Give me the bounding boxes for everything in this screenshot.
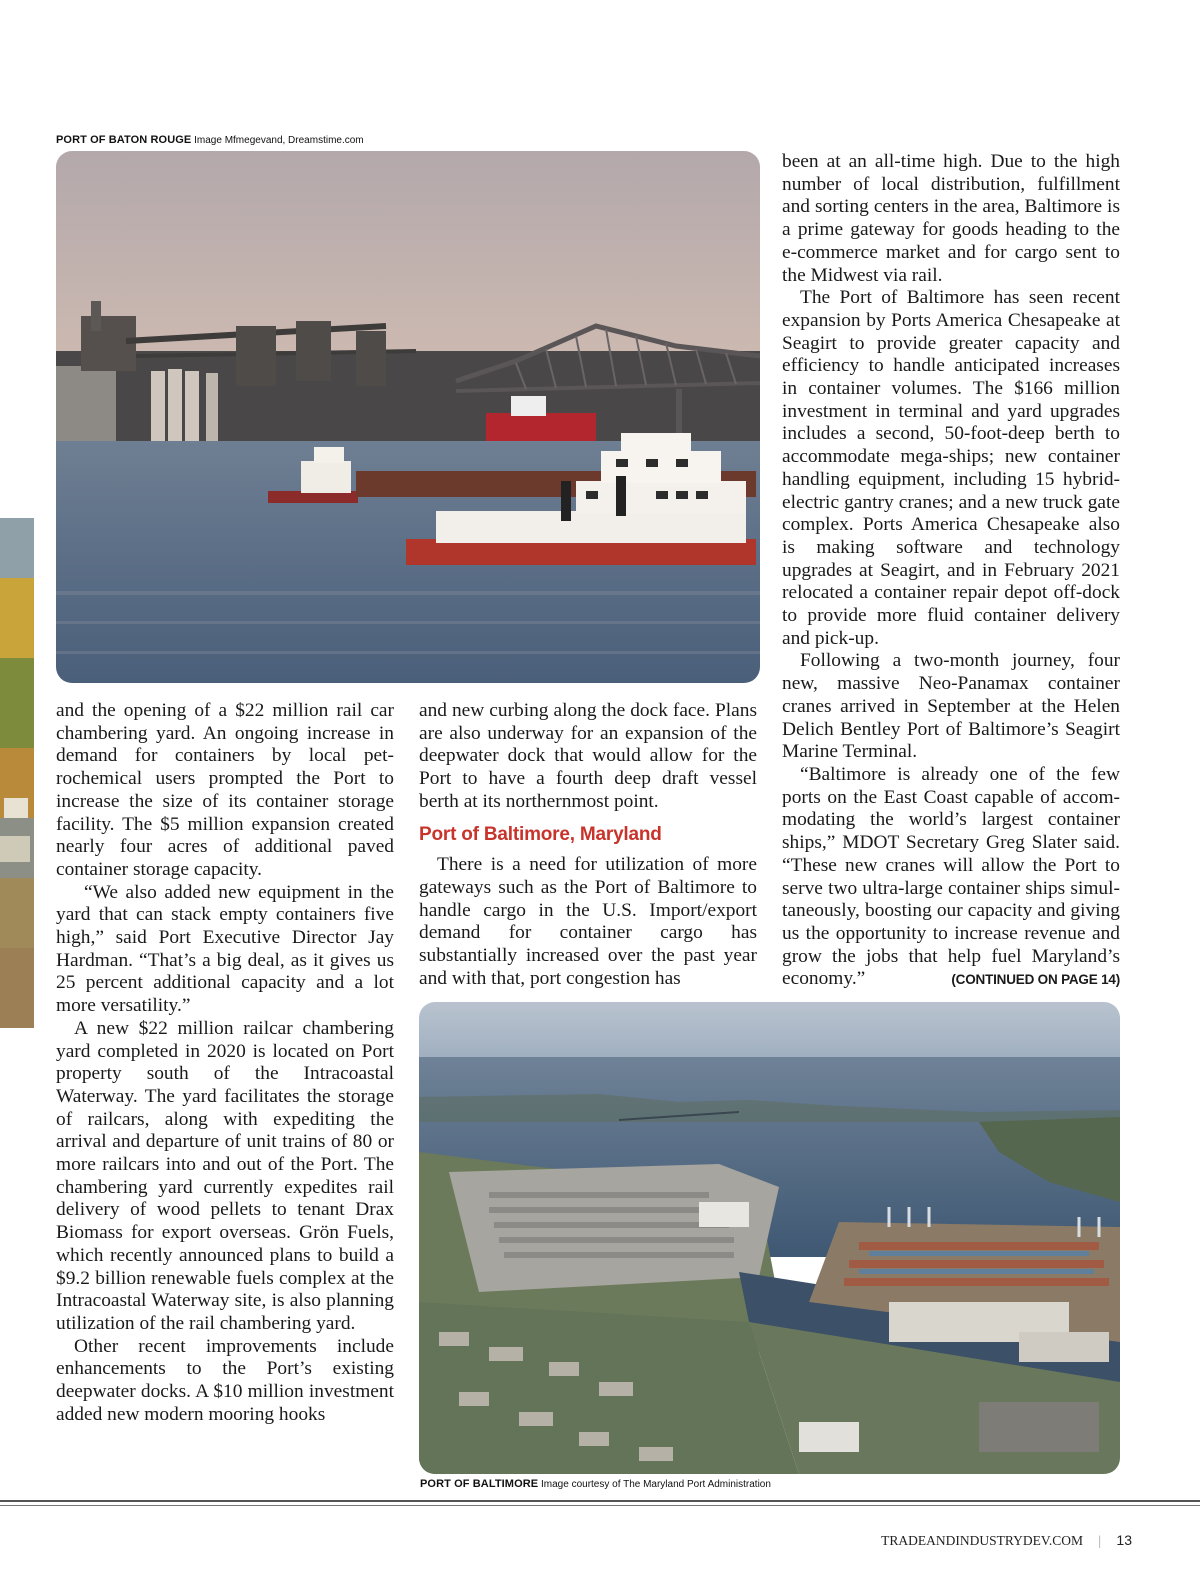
article-column-2	[419, 700, 757, 990]
top-caption-label: PORT OF BATON ROUGE	[56, 134, 192, 146]
col1-paragraph-1: and the opening of a $22 million rail car chambering yard. An ongoing increase in demand for containers by local petrochemical users prompted the Port to increase the size of its container storage facility. The $5 million expansion created nearly four acres of additional paved container storage capacity.	[56, 700, 394, 880]
continued-notice: (CONTINUED ON PAGE 14)	[951, 972, 1120, 988]
col3-paragraph-4-text: “Baltimore is already one of the few ports on the East Coast capable of accommodating the world’s largest container ships,” MDOT Secretary Greg Slater said. “These new cranes will allow the Port to serve two ultra-large container ships simultaneously, boosting our capacity and giving us the opportunity to increase revenue and grow the jobs that help fuel Maryland’s economy.”	[782, 763, 1120, 990]
baltimore-aerial-photo	[419, 1002, 1120, 1474]
col2-paragraph-2: There is a need for utilization of more gateways such as the Port of Baltimore to handle cargo in the U.S. Import/export demand for container cargo has substantially increased over the past year and with that, port congestion has	[419, 854, 757, 989]
col1-paragraph-2: “We also added new equipment in the yard that can stack empty containers five high,” said Port Executive Director Jay Hardman. “That’s a big deal, as it gives us 25 percent additional capacity and a lot more versatility.”	[56, 881, 394, 1017]
article-column-1	[56, 700, 394, 1427]
footer-site-link[interactable]: TRADEANDINDUSTRYDEV.COM	[881, 1533, 1083, 1548]
page-number: 13	[1116, 1532, 1132, 1548]
bottom-caption-label: PORT OF BALTIMORE	[420, 1478, 539, 1490]
adjacent-page-image-strip	[0, 518, 34, 1028]
col3-paragraph-2: The Port of Baltimore has seen recent expansion by Ports America Chesapeake at Seagirt to provide greater capacity and efficiency to handle anticipated increases in container volumes. The $166 million investment in terminal and yard upgrades includes a second, 50-foot-deep berth to accommodate mega-ships; new container handling equipment, including 15 hybrid-electric gantry cranes; and a new truck gate complex. Ports America Chesapeake also is making software and technology upgrades at Seagirt, and in February 2021 relocated a container repair depot off-dock to provide more fluid container delivery and pick-up.	[782, 287, 1120, 649]
footer-separator: |	[1098, 1533, 1102, 1548]
top-photo-caption	[56, 134, 364, 146]
col1-paragraph-4: Other recent improvements include enhancements to the Port’s existing deepwater docks. A $10 million investment added new modern mooring hooks	[56, 1335, 394, 1425]
col2-paragraph-1: and new curbing along the dock face. Plans are also underway for an expansion of the deepwater dock that would allow for the Port to have a fourth deep draft vessel berth at its northernmost point.	[419, 700, 757, 812]
footer-rule	[0, 1500, 1200, 1502]
col1-paragraph-3: A new $22 million railcar chambering yard completed in 2020 is located on Port property south of the Intracoastal Waterway. The yard facilitates the storage of railcars, along with expediting the arrival and departure of unit trains of 80 or more railcars into and out of the Port. The chambering yard currently expedites rail delivery of wood pellets to tenant Drax Biomass for export overseas. Grön Fuels, which recently announced plans to build a $9.2 billion renewable fuels complex at the Intracoastal Waterway site, is also planning utilization of the rail chambering yard.	[56, 1017, 394, 1334]
col3-paragraph-3: Following a two-month journey, four new, massive Neo-Panamax container cranes arrived in September at the Helen Delich Bentley Port of Baltimore’s Seagirt Marine Terminal.	[782, 650, 1120, 763]
bottom-photo-caption	[420, 1478, 771, 1490]
baton-rouge-photo	[56, 151, 760, 683]
footer-rule-thin	[0, 1505, 1200, 1506]
col3-paragraph-4	[782, 764, 1120, 991]
bottom-caption-credit: Image courtesy of The Maryland Port Administration	[541, 1479, 771, 1490]
page-footer	[881, 1532, 1132, 1549]
col3-paragraph-1: been at an all-time high. Due to the high number of local distribution, fulfillment and sorting centers in the area, Baltimore is a prime gateway for goods heading to the e-commerce market and for cargo sent to the Midwest via rail.	[782, 151, 1120, 286]
article-column-3	[782, 151, 1120, 991]
section-heading-baltimore: Port of Baltimore, Maryland	[419, 823, 662, 845]
top-caption-credit: Image Mfmegevand, Dreamstime.com	[194, 135, 364, 146]
